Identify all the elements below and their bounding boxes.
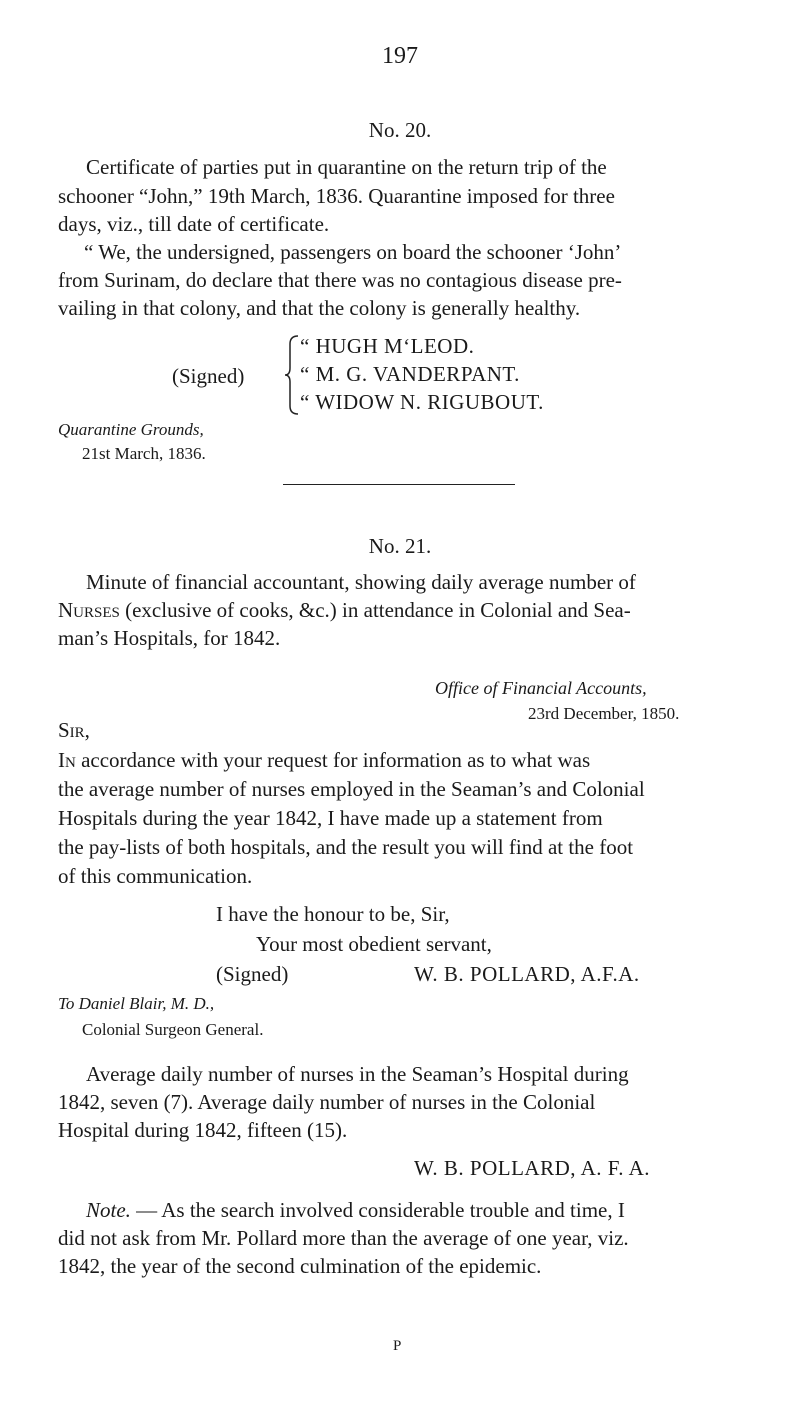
note-line: 1842, the year of the second culmination of the epidemic.: [58, 1254, 542, 1278]
paragraph-line: man’s Hospitals, for 1842.: [58, 626, 281, 650]
paragraph-line: [58, 748, 590, 773]
smallcaps-word: In: [58, 748, 76, 772]
note-line: did not ask from Mr. Pollard more than the average of one year, viz.: [58, 1226, 629, 1250]
office-date: 23rd December, 1850.: [528, 704, 680, 723]
paragraph-line: days, viz., till date of certificate.: [58, 212, 330, 236]
signed-label: (Signed): [216, 962, 289, 986]
signatory-name: “ WIDOW N. RIGUBOUT.: [300, 390, 544, 414]
signature: W. B. POLLARD, A.F.A.: [414, 962, 640, 986]
section-heading-20: No. 20.: [368, 118, 432, 142]
smallcaps-word: Nurses: [58, 598, 120, 622]
paragraph-line: schooner “John,” 19th March, 1836. Quarantine imposed for three: [58, 184, 615, 208]
paragraph-text: accordance with your request for information as to what was: [81, 748, 591, 772]
paragraph-line: [58, 598, 631, 623]
paragraph-line: of this communication.: [58, 864, 253, 888]
paragraph-line: vailing in that colony, and that the colony is generally healthy.: [58, 296, 581, 320]
salutation: Sir,: [58, 718, 90, 742]
section-divider: [283, 484, 515, 485]
statement-line: Hospital during 1842, fifteen (15).: [58, 1118, 348, 1142]
statement-signature: W. B. POLLARD, A. F. A.: [414, 1156, 650, 1180]
signatory-name: “ HUGH M‘LEOD.: [300, 334, 475, 358]
paragraph-line: the pay-lists of both hospitals, and the result you will find at the foot: [58, 835, 634, 859]
signed-label: (Signed): [172, 364, 245, 388]
note-text: — As the search involved considerable trouble and time, I: [136, 1198, 625, 1222]
place-line: Quarantine Grounds,: [58, 420, 204, 439]
paragraph-line: from Surinam, do declare that there was no contagious disease pre-: [58, 268, 622, 292]
paragraph-line: Minute of financial accountant, showing daily average number of: [86, 570, 636, 594]
closing-line: I have the honour to be, Sir,: [216, 902, 450, 926]
paragraph-line: Hospitals during the year 1842, I have made up a statement from: [58, 806, 603, 830]
signatory-name: “ M. G. VANDERPANT.: [300, 362, 520, 386]
paragraph-line: “ We, the undersigned, passengers on board the schooner ‘John’: [84, 240, 622, 264]
paragraph-text: (exclusive of cooks, &c.) in attendance in Colonial and Sea-: [125, 598, 631, 622]
section-heading-21: No. 21.: [368, 534, 432, 558]
note-label: Note.: [86, 1198, 131, 1222]
date-line: 21st March, 1836.: [82, 444, 206, 463]
closing-line: Your most obedient servant,: [256, 932, 492, 956]
signature-mark: P: [393, 1338, 402, 1354]
paragraph-line: the average number of nurses employed in the Seaman’s and Colonial: [58, 777, 645, 801]
addressee: To Daniel Blair, M. D.,: [58, 994, 215, 1013]
page-number: 197: [382, 43, 418, 69]
statement-line: Average daily number of nurses in the Seaman’s Hospital during: [86, 1062, 629, 1086]
brace-icon: [284, 334, 300, 416]
note-line: [86, 1198, 625, 1223]
addressee-title: Colonial Surgeon General.: [82, 1020, 264, 1039]
office-line: Office of Financial Accounts,: [435, 678, 647, 698]
statement-line: 1842, seven (7). Average daily number of nurses in the Colonial: [58, 1090, 596, 1114]
paragraph-line: Certificate of parties put in quarantine on the return trip of the: [86, 155, 607, 179]
